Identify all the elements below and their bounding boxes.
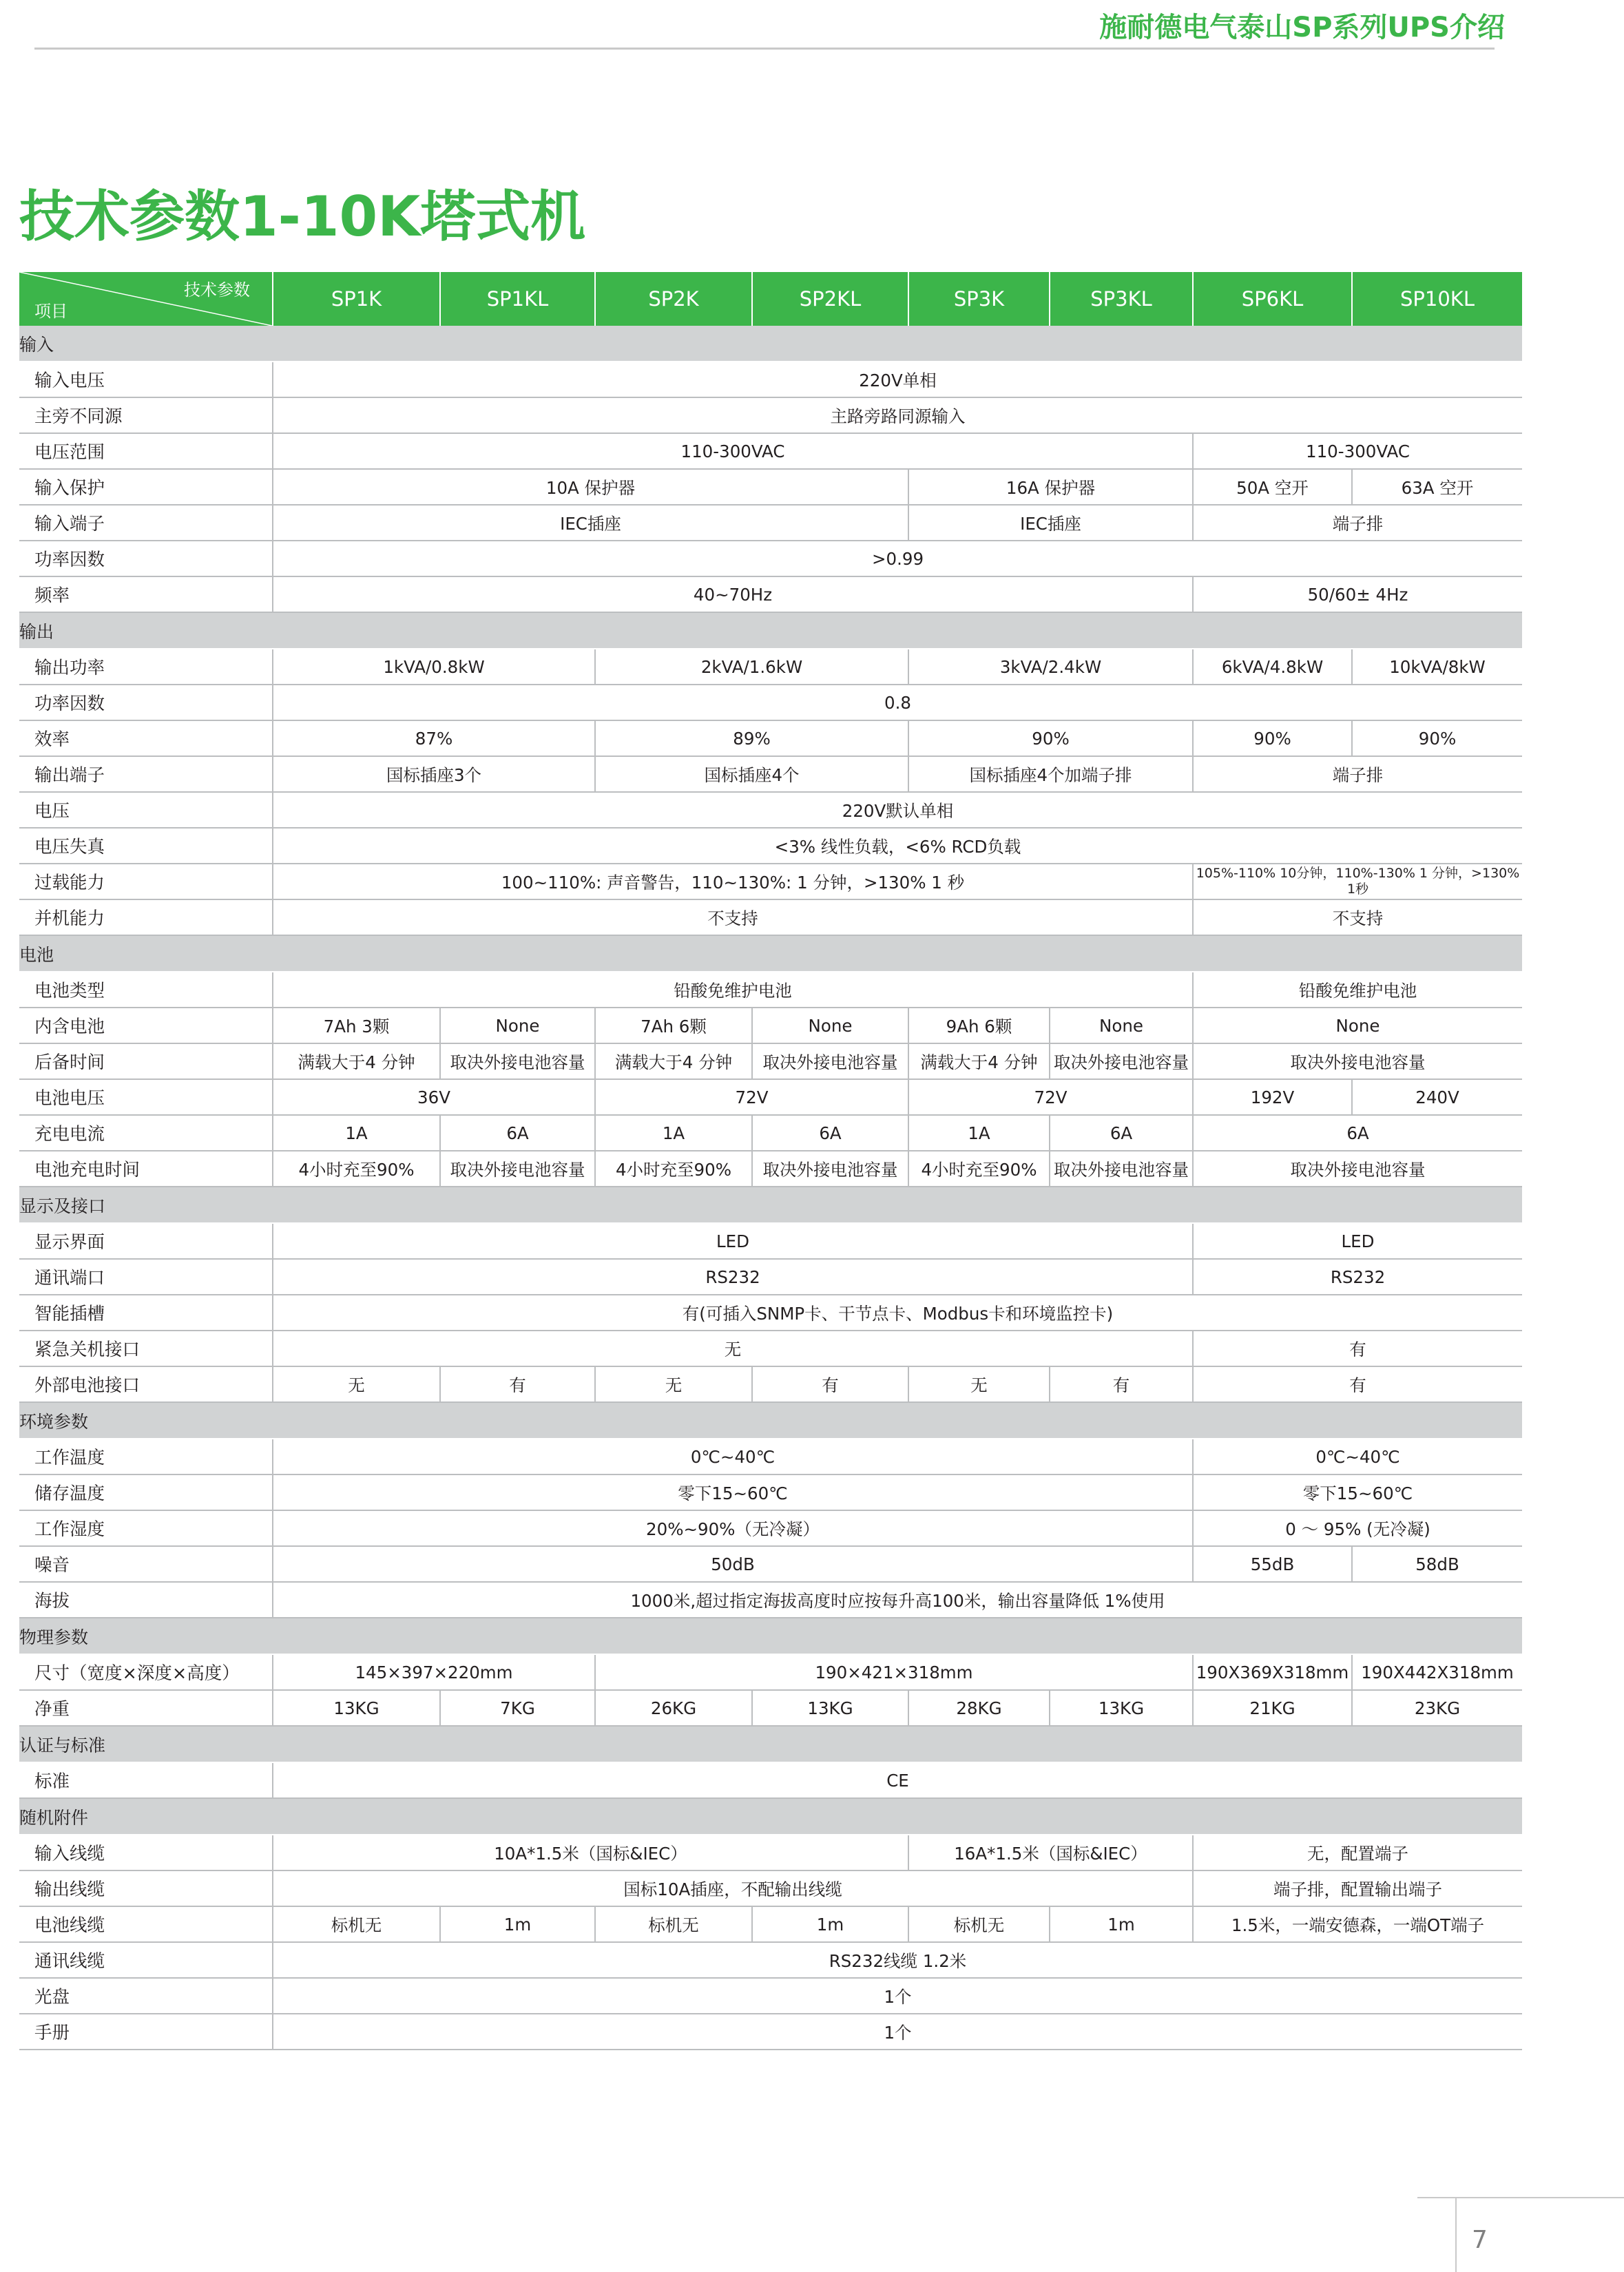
table-cell: 取决外接电池容量 bbox=[752, 1151, 908, 1187]
table-cell: 0.8 bbox=[273, 685, 1522, 720]
table-cell: 满载大于4 分钟 bbox=[595, 1043, 752, 1079]
section-row bbox=[19, 1726, 1522, 1762]
table-cell: 40~70Hz bbox=[273, 576, 1193, 612]
table-cell: RS232 bbox=[1193, 1259, 1522, 1295]
table-cell: 端子排，配置输出端子 bbox=[1193, 1870, 1522, 1906]
row-label: 频率 bbox=[19, 576, 273, 612]
table-header-row bbox=[19, 272, 1522, 326]
table-row bbox=[19, 1366, 1522, 1402]
table-row bbox=[19, 864, 1522, 899]
row-label: 过载能力 bbox=[19, 864, 273, 899]
row-label: 输入电压 bbox=[19, 362, 273, 397]
table-row bbox=[19, 972, 1522, 1008]
table-row bbox=[19, 1582, 1522, 1618]
row-label: 尺寸（宽度×深度×高度） bbox=[19, 1654, 273, 1690]
table-cell: 1m bbox=[440, 1906, 595, 1942]
row-label: 智能插槽 bbox=[19, 1295, 273, 1331]
table-cell: 标机无 bbox=[595, 1906, 752, 1942]
table-corner-cell bbox=[19, 272, 273, 326]
section-title: 随机附件 bbox=[19, 1798, 1522, 1835]
corner-label-bottom: 项目 bbox=[34, 302, 67, 321]
table-cell: 取决外接电池容量 bbox=[1050, 1043, 1193, 1079]
table-row bbox=[19, 1439, 1522, 1474]
table-cell: 10A*1.5米（国标&IEC） bbox=[273, 1835, 908, 1870]
table-cell: None bbox=[440, 1008, 595, 1043]
table-cell: IEC插座 bbox=[273, 505, 908, 541]
row-label: 输出功率 bbox=[19, 649, 273, 685]
row-label: 工作湿度 bbox=[19, 1510, 273, 1546]
row-label: 噪音 bbox=[19, 1546, 273, 1582]
table-cell: 4小时充至90% bbox=[273, 1151, 440, 1187]
document-header-title: 施耐德电气泰山SP系列UPS介绍 bbox=[1099, 12, 1505, 43]
table-cell: 16A*1.5米（国标&IEC） bbox=[908, 1835, 1193, 1870]
row-label: 功率因数 bbox=[19, 685, 273, 720]
table-cell: 190X369X318mm bbox=[1193, 1654, 1352, 1690]
table-cell: 6A bbox=[1050, 1115, 1193, 1151]
table-cell: 1kVA/0.8kW bbox=[273, 649, 595, 685]
row-label: 电池充电时间 bbox=[19, 1151, 273, 1187]
model-header: SP2KL bbox=[752, 272, 908, 326]
model-header: SP3KL bbox=[1050, 272, 1193, 326]
section-row bbox=[19, 1187, 1522, 1223]
table-cell: 50/60± 4Hz bbox=[1193, 576, 1522, 612]
table-cell: 满载大于4 分钟 bbox=[273, 1043, 440, 1079]
page-number-rule bbox=[1417, 2197, 1624, 2198]
table-cell: 铅酸免维护电池 bbox=[1193, 972, 1522, 1008]
table-cell: 89% bbox=[595, 720, 908, 756]
model-header: SP3K bbox=[908, 272, 1050, 326]
table-cell: 4小时充至90% bbox=[595, 1151, 752, 1187]
row-label: 输入保护 bbox=[19, 469, 273, 505]
table-cell: 取决外接电池容量 bbox=[1050, 1151, 1193, 1187]
table-cell: 13KG bbox=[752, 1690, 908, 1726]
table-cell: 1个 bbox=[273, 1978, 1522, 2014]
table-row bbox=[19, 1870, 1522, 1906]
table-cell: LED bbox=[1193, 1223, 1522, 1259]
row-label: 并机能力 bbox=[19, 899, 273, 935]
table-cell: 220V默认单相 bbox=[273, 792, 1522, 828]
row-label: 主旁不同源 bbox=[19, 397, 273, 433]
table-row bbox=[19, 505, 1522, 541]
table-cell: 6A bbox=[1193, 1115, 1522, 1151]
table-cell: 1A bbox=[273, 1115, 440, 1151]
table-cell: 有 bbox=[1193, 1366, 1522, 1402]
table-cell: 13KG bbox=[273, 1690, 440, 1726]
row-label: 输出线缆 bbox=[19, 1870, 273, 1906]
section-row bbox=[19, 935, 1522, 972]
table-cell: 端子排 bbox=[1193, 505, 1522, 541]
table-cell: 有 bbox=[1193, 1331, 1522, 1366]
spec-table-body bbox=[19, 326, 1522, 2050]
table-cell: LED bbox=[273, 1223, 1193, 1259]
section-row bbox=[19, 1618, 1522, 1654]
section-title: 物理参数 bbox=[19, 1618, 1522, 1654]
row-label: 通讯端口 bbox=[19, 1259, 273, 1295]
table-row bbox=[19, 1474, 1522, 1510]
table-cell: 无 bbox=[595, 1366, 752, 1402]
table-cell: 取决外接电池容量 bbox=[440, 1151, 595, 1187]
table-cell: 1.5米，一端安德森，一端OT端子 bbox=[1193, 1906, 1522, 1942]
table-cell: 72V bbox=[595, 1079, 908, 1115]
page-number: 7 bbox=[1472, 2226, 1488, 2254]
table-row bbox=[19, 1079, 1522, 1115]
table-cell: 58dB bbox=[1352, 1546, 1522, 1582]
table-row bbox=[19, 649, 1522, 685]
page-title: 技术参数1-10K塔式机 bbox=[19, 185, 586, 249]
table-cell: 7KG bbox=[440, 1690, 595, 1726]
table-cell: 0℃~40℃ bbox=[273, 1439, 1193, 1474]
table-cell: 2kVA/1.6kW bbox=[595, 649, 908, 685]
table-row bbox=[19, 433, 1522, 469]
table-cell: 0℃~40℃ bbox=[1193, 1439, 1522, 1474]
table-row bbox=[19, 756, 1522, 792]
model-header: SP6KL bbox=[1193, 272, 1352, 326]
table-cell: 国标10A插座，不配输出线缆 bbox=[273, 1870, 1193, 1906]
row-label: 紧急关机接口 bbox=[19, 1331, 273, 1366]
row-label: 输入线缆 bbox=[19, 1835, 273, 1870]
row-label: 输出端子 bbox=[19, 756, 273, 792]
table-cell: 190X442X318mm bbox=[1352, 1654, 1522, 1690]
table-cell: 21KG bbox=[1193, 1690, 1352, 1726]
table-cell: 90% bbox=[1193, 720, 1352, 756]
row-label: 电压 bbox=[19, 792, 273, 828]
table-cell: 10A 保护器 bbox=[273, 469, 908, 505]
table-cell: 国标插座4个加端子排 bbox=[908, 756, 1193, 792]
table-cell: 110-300VAC bbox=[1193, 433, 1522, 469]
row-label: 净重 bbox=[19, 1690, 273, 1726]
page-number-divider bbox=[1455, 2198, 1457, 2272]
section-title: 显示及接口 bbox=[19, 1187, 1522, 1223]
table-cell: 有(可插入SNMP卡、干节点卡、Modbus卡和环境监控卡) bbox=[273, 1295, 1522, 1331]
table-cell: 不支持 bbox=[1193, 899, 1522, 935]
table-cell: 无 bbox=[908, 1366, 1050, 1402]
row-label: 功率因数 bbox=[19, 541, 273, 576]
table-cell: 90% bbox=[1352, 720, 1522, 756]
table-cell: 100~110%: 声音警告，110~130%: 1 分钟，>130% 1 秒 bbox=[273, 864, 1193, 899]
table-cell: 90% bbox=[908, 720, 1193, 756]
table-cell: 23KG bbox=[1352, 1690, 1522, 1726]
table-cell: 零下15~60℃ bbox=[273, 1474, 1193, 1510]
table-cell: 标机无 bbox=[273, 1906, 440, 1942]
table-cell: 4小时充至90% bbox=[908, 1151, 1050, 1187]
table-cell: 0 ～ 95% (无冷凝) bbox=[1193, 1510, 1522, 1546]
table-cell: 7Ah 6颗 bbox=[595, 1008, 752, 1043]
table-row bbox=[19, 1906, 1522, 1942]
table-cell: 1A bbox=[595, 1115, 752, 1151]
table-cell: None bbox=[752, 1008, 908, 1043]
row-label: 电压范围 bbox=[19, 433, 273, 469]
table-cell: CE bbox=[273, 1762, 1522, 1798]
row-label: 效率 bbox=[19, 720, 273, 756]
model-header: SP1K bbox=[273, 272, 440, 326]
table-cell: 72V bbox=[908, 1079, 1193, 1115]
table-cell: 240V bbox=[1352, 1079, 1522, 1115]
model-header: SP1KL bbox=[440, 272, 595, 326]
row-label: 光盘 bbox=[19, 1978, 273, 2014]
table-row bbox=[19, 685, 1522, 720]
table-row bbox=[19, 576, 1522, 612]
table-cell: 取决外接电池容量 bbox=[1193, 1043, 1522, 1079]
table-cell: 取决外接电池容量 bbox=[1193, 1151, 1522, 1187]
table-cell: 标机无 bbox=[908, 1906, 1050, 1942]
section-title: 环境参数 bbox=[19, 1402, 1522, 1439]
table-cell: 145×397×220mm bbox=[273, 1654, 595, 1690]
section-title: 电池 bbox=[19, 935, 1522, 972]
table-cell: 国标插座4个 bbox=[595, 756, 908, 792]
table-row bbox=[19, 792, 1522, 828]
table-row bbox=[19, 1008, 1522, 1043]
table-cell: 105%-110% 10分钟，110%-130% 1 分钟，>130% 1秒 bbox=[1193, 864, 1522, 899]
table-cell: 20%~90%（无冷凝） bbox=[273, 1510, 1193, 1546]
table-cell: 零下15~60℃ bbox=[1193, 1474, 1522, 1510]
row-label: 内含电池 bbox=[19, 1008, 273, 1043]
table-cell: 有 bbox=[1050, 1366, 1193, 1402]
row-label: 电压失真 bbox=[19, 828, 273, 864]
section-title: 输出 bbox=[19, 612, 1522, 649]
model-header: SP2K bbox=[595, 272, 752, 326]
table-cell: 1m bbox=[1050, 1906, 1193, 1942]
row-label: 电池线缆 bbox=[19, 1906, 273, 1942]
table-cell: 无 bbox=[273, 1331, 1193, 1366]
row-label: 输入端子 bbox=[19, 505, 273, 541]
table-cell: 6A bbox=[440, 1115, 595, 1151]
table-cell: 1A bbox=[908, 1115, 1050, 1151]
table-cell: <3% 线性负载，<6% RCD负载 bbox=[273, 828, 1522, 864]
table-cell: 13KG bbox=[1050, 1690, 1193, 1726]
table-cell: 无 bbox=[273, 1366, 440, 1402]
table-cell: 3kVA/2.4kW bbox=[908, 649, 1193, 685]
table-row bbox=[19, 541, 1522, 576]
corner-label-top: 技术参数 bbox=[184, 280, 250, 300]
table-cell: None bbox=[1193, 1008, 1522, 1043]
table-cell: 满载大于4 分钟 bbox=[908, 1043, 1050, 1079]
table-cell: 192V bbox=[1193, 1079, 1352, 1115]
table-cell: 6kVA/4.8kW bbox=[1193, 649, 1352, 685]
model-header: SP10KL bbox=[1352, 272, 1522, 326]
table-cell: 取决外接电池容量 bbox=[752, 1043, 908, 1079]
table-cell: 26KG bbox=[595, 1690, 752, 1726]
table-row bbox=[19, 1259, 1522, 1295]
table-cell: 不支持 bbox=[273, 899, 1193, 935]
table-cell: >0.99 bbox=[273, 541, 1522, 576]
table-row bbox=[19, 1654, 1522, 1690]
table-row bbox=[19, 1151, 1522, 1187]
table-row bbox=[19, 1762, 1522, 1798]
row-label: 通讯线缆 bbox=[19, 1942, 273, 1978]
table-row bbox=[19, 1223, 1522, 1259]
row-label: 充电电流 bbox=[19, 1115, 273, 1151]
row-label: 手册 bbox=[19, 2014, 273, 2050]
table-cell: IEC插座 bbox=[908, 505, 1193, 541]
row-label: 电池类型 bbox=[19, 972, 273, 1008]
table-cell: 50A 空开 bbox=[1193, 469, 1352, 505]
table-cell: 铅酸免维护电池 bbox=[273, 972, 1193, 1008]
table-cell: 28KG bbox=[908, 1690, 1050, 1726]
table-cell: RS232线缆 1.2米 bbox=[273, 1942, 1522, 1978]
table-row bbox=[19, 1331, 1522, 1366]
table-cell: 无，配置端子 bbox=[1193, 1835, 1522, 1870]
table-row bbox=[19, 1942, 1522, 1978]
table-cell: 主路旁路同源输入 bbox=[273, 397, 1522, 433]
row-label: 储存温度 bbox=[19, 1474, 273, 1510]
spec-table bbox=[19, 272, 1522, 2050]
table-cell: 9Ah 6颗 bbox=[908, 1008, 1050, 1043]
row-label: 后备时间 bbox=[19, 1043, 273, 1079]
table-cell: RS232 bbox=[273, 1259, 1193, 1295]
table-row bbox=[19, 397, 1522, 433]
table-row bbox=[19, 1978, 1522, 2014]
table-cell: 7Ah 3颗 bbox=[273, 1008, 440, 1043]
table-cell: 国标插座3个 bbox=[273, 756, 595, 792]
table-row bbox=[19, 469, 1522, 505]
row-label: 显示界面 bbox=[19, 1223, 273, 1259]
table-cell: 有 bbox=[752, 1366, 908, 1402]
table-cell: 10kVA/8kW bbox=[1352, 649, 1522, 685]
table-row bbox=[19, 720, 1522, 756]
table-cell: 6A bbox=[752, 1115, 908, 1151]
table-cell: 取决外接电池容量 bbox=[440, 1043, 595, 1079]
row-label: 标准 bbox=[19, 1762, 273, 1798]
table-row bbox=[19, 1835, 1522, 1870]
table-row bbox=[19, 899, 1522, 935]
table-row bbox=[19, 828, 1522, 864]
table-cell: 110-300VAC bbox=[273, 433, 1193, 469]
table-row bbox=[19, 1510, 1522, 1546]
table-row bbox=[19, 1043, 1522, 1079]
section-row bbox=[19, 1402, 1522, 1439]
section-title: 认证与标准 bbox=[19, 1726, 1522, 1762]
header-divider bbox=[34, 48, 1495, 50]
row-label: 电池电压 bbox=[19, 1079, 273, 1115]
table-row bbox=[19, 2014, 1522, 2050]
table-cell: 220V单相 bbox=[273, 362, 1522, 397]
table-row bbox=[19, 1690, 1522, 1726]
table-cell: 1000米,超过指定海拔高度时应按每升高100米，输出容量降低 1%使用 bbox=[273, 1582, 1522, 1618]
table-cell: 55dB bbox=[1193, 1546, 1352, 1582]
table-cell: 端子排 bbox=[1193, 756, 1522, 792]
table-row bbox=[19, 1546, 1522, 1582]
table-row bbox=[19, 1115, 1522, 1151]
table-cell: 16A 保护器 bbox=[908, 469, 1193, 505]
table-cell: 63A 空开 bbox=[1352, 469, 1522, 505]
section-row bbox=[19, 1798, 1522, 1835]
section-row bbox=[19, 326, 1522, 362]
table-cell: 1m bbox=[752, 1906, 908, 1942]
table-cell: 1个 bbox=[273, 2014, 1522, 2050]
table-cell: 190×421×318mm bbox=[595, 1654, 1193, 1690]
table-row bbox=[19, 1295, 1522, 1331]
row-label: 工作温度 bbox=[19, 1439, 273, 1474]
table-cell: None bbox=[1050, 1008, 1193, 1043]
table-cell: 50dB bbox=[273, 1546, 1193, 1582]
table-cell: 87% bbox=[273, 720, 595, 756]
section-title: 输入 bbox=[19, 326, 1522, 362]
table-cell: 有 bbox=[440, 1366, 595, 1402]
table-cell: 36V bbox=[273, 1079, 595, 1115]
row-label: 海拔 bbox=[19, 1582, 273, 1618]
table-row bbox=[19, 362, 1522, 397]
section-row bbox=[19, 612, 1522, 649]
row-label: 外部电池接口 bbox=[19, 1366, 273, 1402]
